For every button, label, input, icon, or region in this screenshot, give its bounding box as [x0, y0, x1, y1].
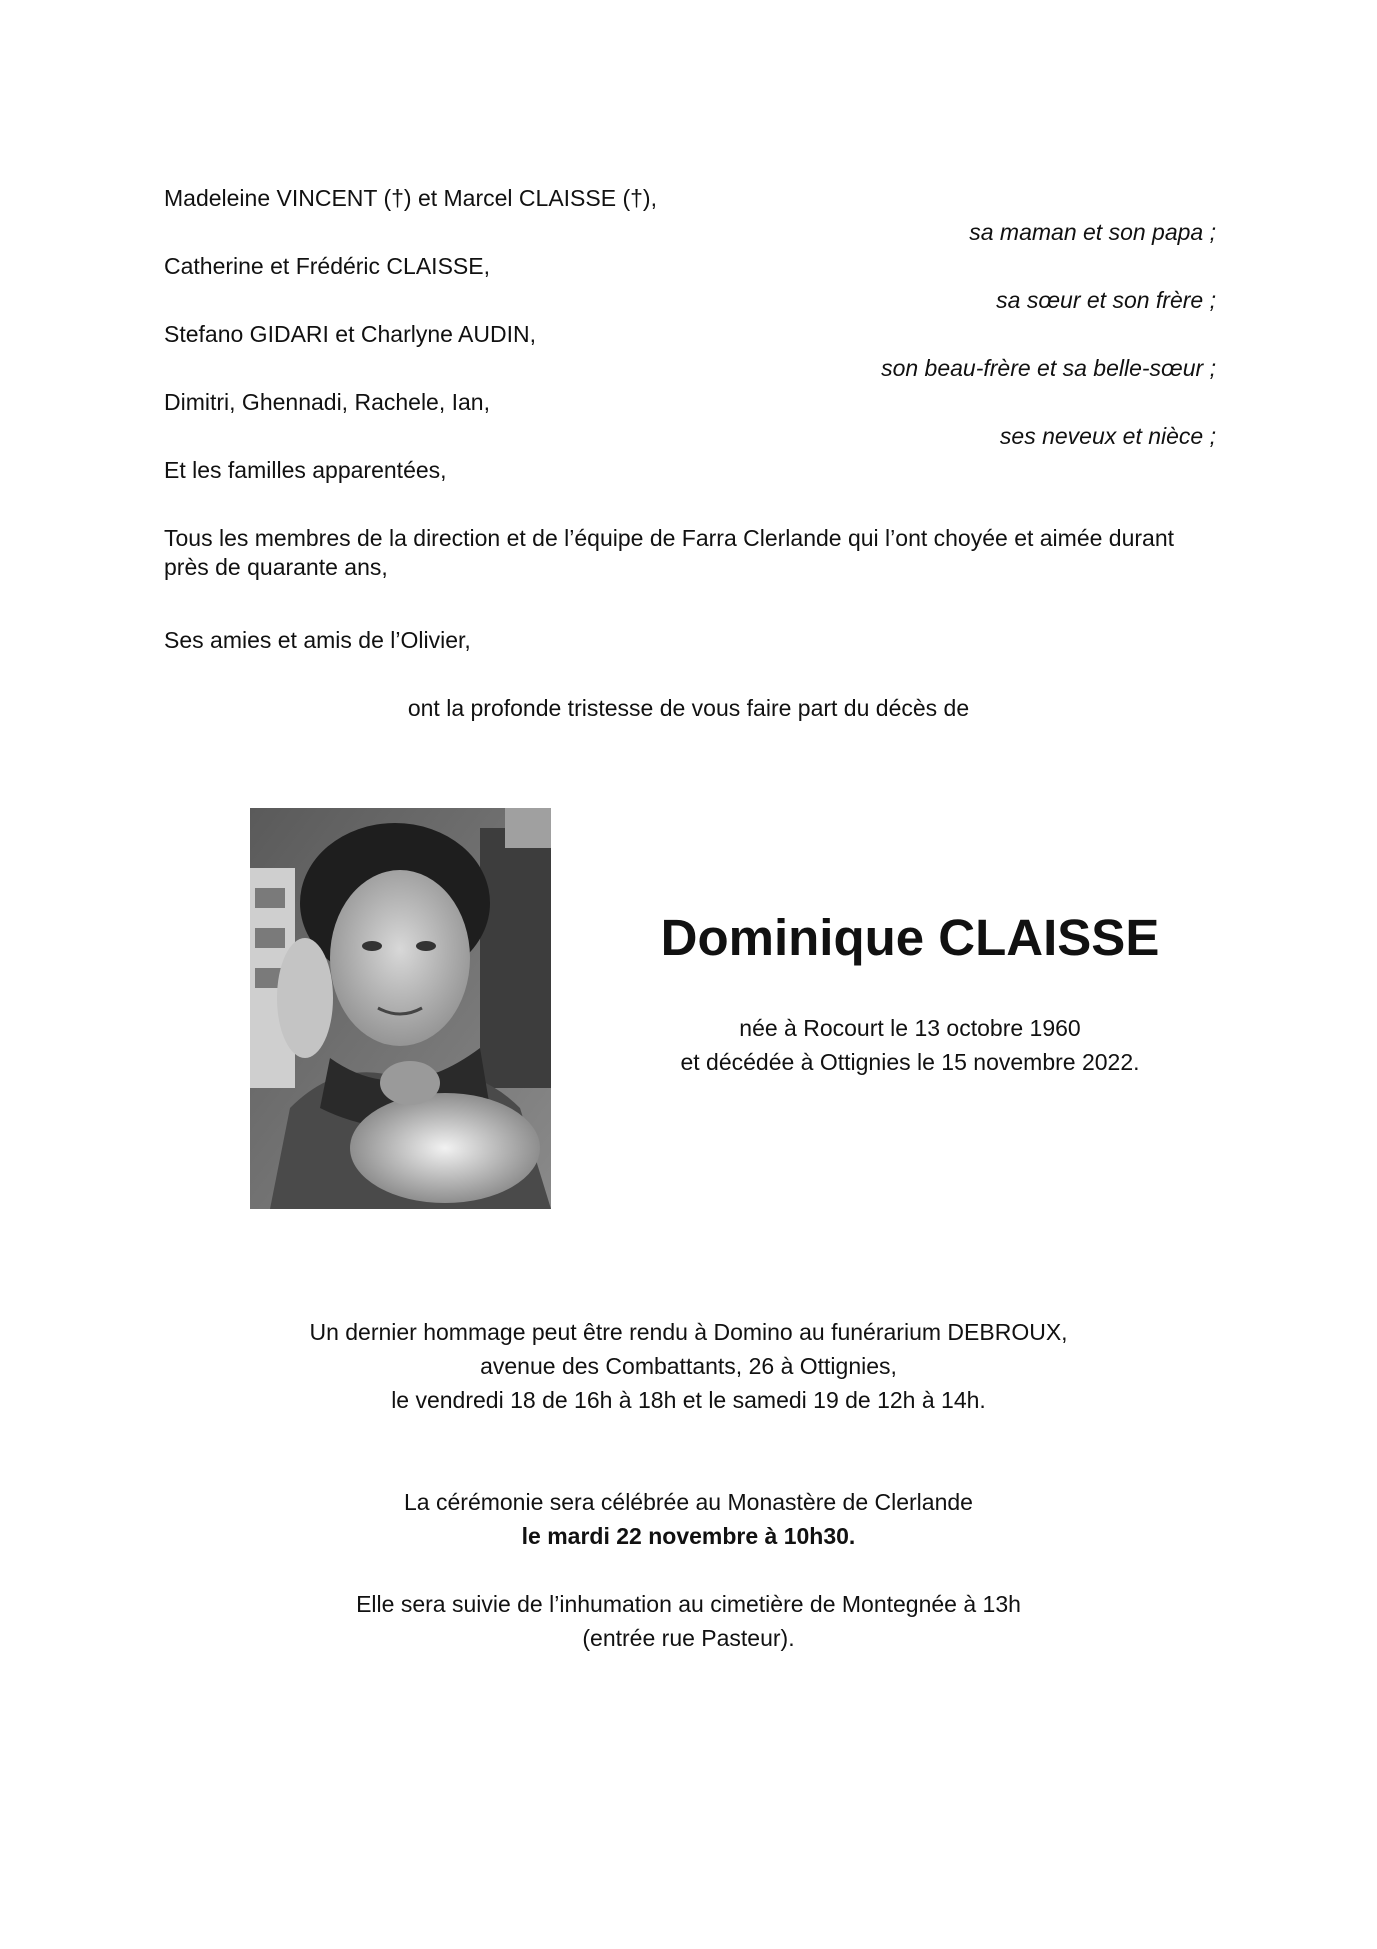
family-names-2: Catherine et Frédéric CLAISSE,	[164, 253, 490, 279]
family-relation-1: sa maman et son papa ;	[969, 219, 1216, 245]
ceremony-date: le mardi 22 novembre à 10h30.	[521, 1523, 856, 1549]
death-line: et décédée à Ottignies le 15 novembre 2022.	[680, 1049, 1140, 1075]
tribute-line-3: le vendredi 18 de 16h à 18h et le samedi 19 de 12h à 14h.	[391, 1387, 986, 1413]
friends-line: Ses amies et amis de l’Olivier,	[164, 627, 471, 653]
families-line: Et les familles apparentées,	[164, 457, 447, 483]
portrait-image	[250, 808, 551, 1209]
burial-line-1: Elle sera suivie de l’inhumation au cimetière de Montegnée à 13h	[356, 1591, 1021, 1617]
portrait-photo	[250, 808, 551, 1209]
family-names-3: Stefano GIDARI et Charlyne AUDIN,	[164, 321, 536, 347]
family-names-1: Madeleine VINCENT (†) et Marcel CLAISSE (†),	[164, 185, 657, 211]
ceremony-line-1: La cérémonie sera célébrée au Monastère de Clerlande	[404, 1489, 973, 1515]
family-names-4: Dimitri, Ghennadi, Rachele, Ian,	[164, 389, 490, 415]
tribute-line-2: avenue des Combattants, 26 à Ottignies,	[480, 1353, 897, 1379]
announcement: ont la profonde tristesse de vous faire part du décès de	[407, 695, 970, 721]
burial-line-2: (entrée rue Pasteur).	[582, 1625, 795, 1651]
birth-line: née à Rocourt le 13 octobre 1960	[739, 1015, 1081, 1041]
family-relation-3: son beau-frère et sa belle-sœur ;	[881, 355, 1216, 381]
deceased-name: Dominique CLAISSE	[660, 909, 1160, 966]
family-relation-4: ses neveux et nièce ;	[999, 423, 1216, 449]
team-line: Tous les membres de la direction et de l’équipe de Farra Clerlande qui l’ont choyée et aimée durant près de quarante ans,	[164, 525, 1175, 580]
family-relation-2: sa sœur et son frère ;	[996, 287, 1216, 313]
tribute-line-1: Un dernier hommage peut être rendu à Domino au funérarium DEBROUX,	[309, 1319, 1068, 1345]
